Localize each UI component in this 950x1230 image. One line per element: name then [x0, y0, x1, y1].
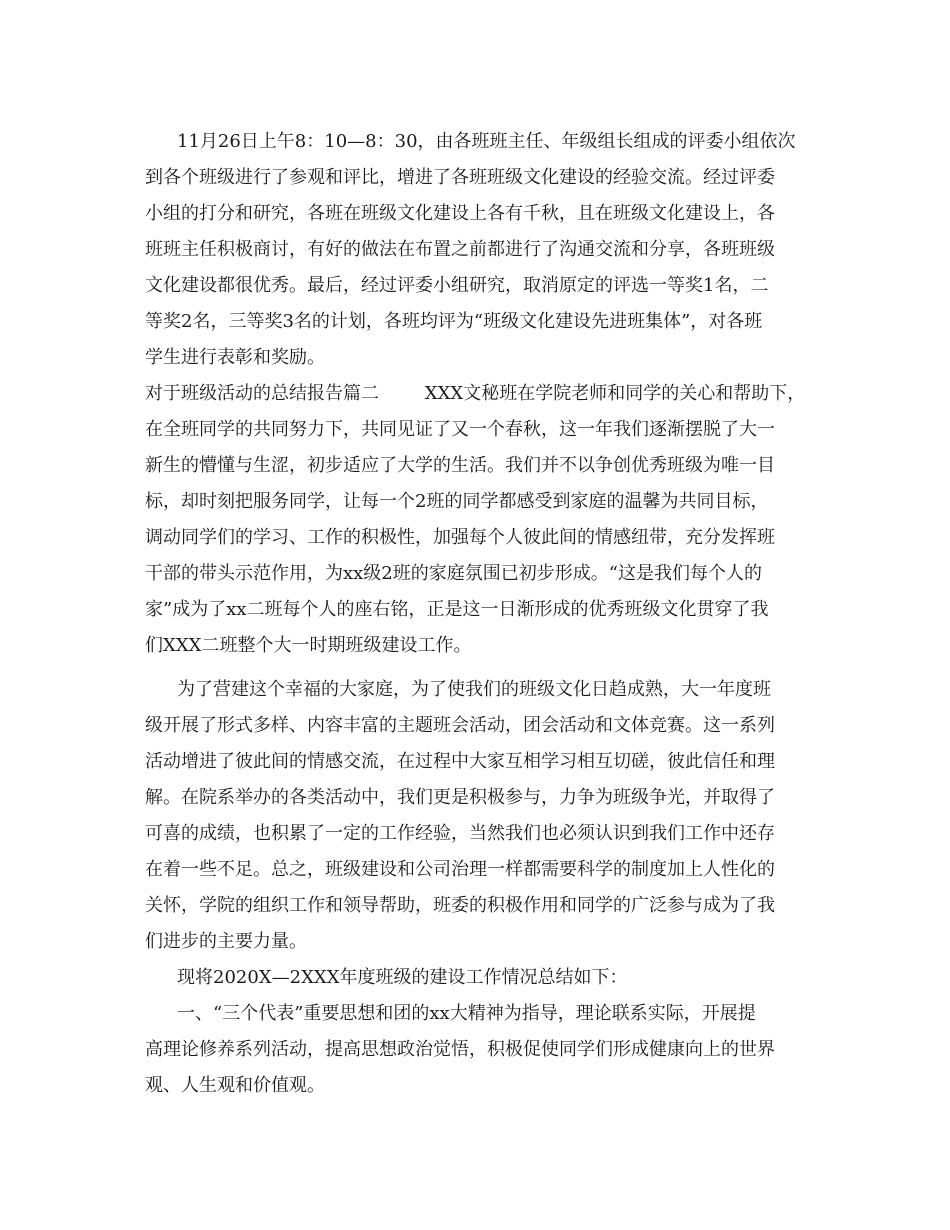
paragraph-1-line: 班班主任积极商讨，有好的做法在布置之前都进行了沟通交流和分享，各班班级	[145, 239, 775, 260]
paragraph-1-line: 到各个班级进行了参观和评比，增进了各班班级文化建设的经验交流。经过评委	[145, 167, 775, 188]
paragraph-3-line: 可喜的成绩，也积累了一定的工作经验，当然我们也必须认识到我们工作中还存	[145, 823, 775, 844]
paragraph-4-line: 现将2020X—2XXX年度班级的建设工作情况总结如下：	[177, 967, 628, 988]
paragraph-3-line: 们进步的主要力量。	[145, 931, 307, 952]
paragraph-2-line: 家”成为了xx二班每个人的座右铭，正是这一日渐形成的优秀班级文化贯穿了我	[145, 599, 769, 620]
paragraph-2-line: 在全班同学的共同努力下，共同见证了又一个春秋，这一年我们逐渐摆脱了大一	[145, 419, 775, 440]
paragraph-1-line: 11月26日上午8：10—8：30，由各班班主任、年级组长组成的评委小组依次	[177, 131, 796, 152]
paragraph-3-line: 关怀，学院的组织工作和领导帮助，班委的积极作用和同学的广泛参与成为了我	[145, 895, 775, 916]
paragraph-1-line: 等奖2名，三等奖3名的计划，各班均评为“班级文化建设先进班集体”，对各班	[145, 311, 763, 332]
paragraph-2-line: 标，却时刻把服务同学，让每一个2班的同学都感受到家庭的温馨为共同目标，	[145, 491, 769, 512]
paragraph-2-line: 新生的懵懂与生涩，初步适应了大学的生活。我们并不以争创优秀班级为唯一目	[145, 455, 775, 476]
paragraph-5-line: 观、人生观和价值观。	[145, 1075, 325, 1096]
paragraph-1-line: 文化建设都很优秀。最后，经过评委小组研究，取消原定的评选一等奖1名，二	[145, 275, 769, 296]
paragraph-3-line: 为了营建这个幸福的大家庭，为了使我们的班级文化日趋成熟，大一年度班	[177, 679, 771, 700]
paragraph-5-line: 一、“三个代表”重要思想和团的xx大精神为指导，理论联系实际，开展提	[177, 1003, 756, 1024]
paragraph-3-line: 在着一些不足。总之，班级建设和公司治理一样都需要科学的制度加上人性化的	[145, 859, 775, 880]
section-heading-line: 对于班级活动的总结报告篇二 XXX文秘班在学院老师和同学的关心和帮助下，	[145, 383, 806, 404]
paragraph-1-line: 学生进行表彰和奖励。	[145, 347, 325, 368]
paragraph-1-line: 小组的打分和研究，各班在班级文化建设上各有千秋，且在班级文化建设上，各	[145, 203, 775, 224]
paragraph-2-line: 们XXX二班整个大一时期班级建设工作。	[145, 635, 472, 656]
paragraph-2-line: 干部的带头示范作用，为xx级2班的家庭氛围已初步形成。“这是我们每个人的	[145, 563, 762, 584]
paragraph-3-line: 解。在院系举办的各类活动中，我们更是积极参与，力争为班级争光，并取得了	[145, 787, 775, 808]
paragraph-2-line: 调动同学们的学习、工作的积极性，加强每个人彼此间的情感纽带，充分发挥班	[145, 527, 775, 548]
paragraph-5-line: 高理论修养系列活动，提高思想政治觉悟，积极促使同学们形成健康向上的世界	[145, 1039, 775, 1060]
paragraph-3-line: 活动增进了彼此间的情感交流，在过程中大家互相学习相互切磋，彼此信任和理	[145, 751, 775, 772]
paragraph-3-line: 级开展了形式多样、内容丰富的主题班会活动，团会活动和文体竞赛。这一系列	[145, 715, 775, 736]
